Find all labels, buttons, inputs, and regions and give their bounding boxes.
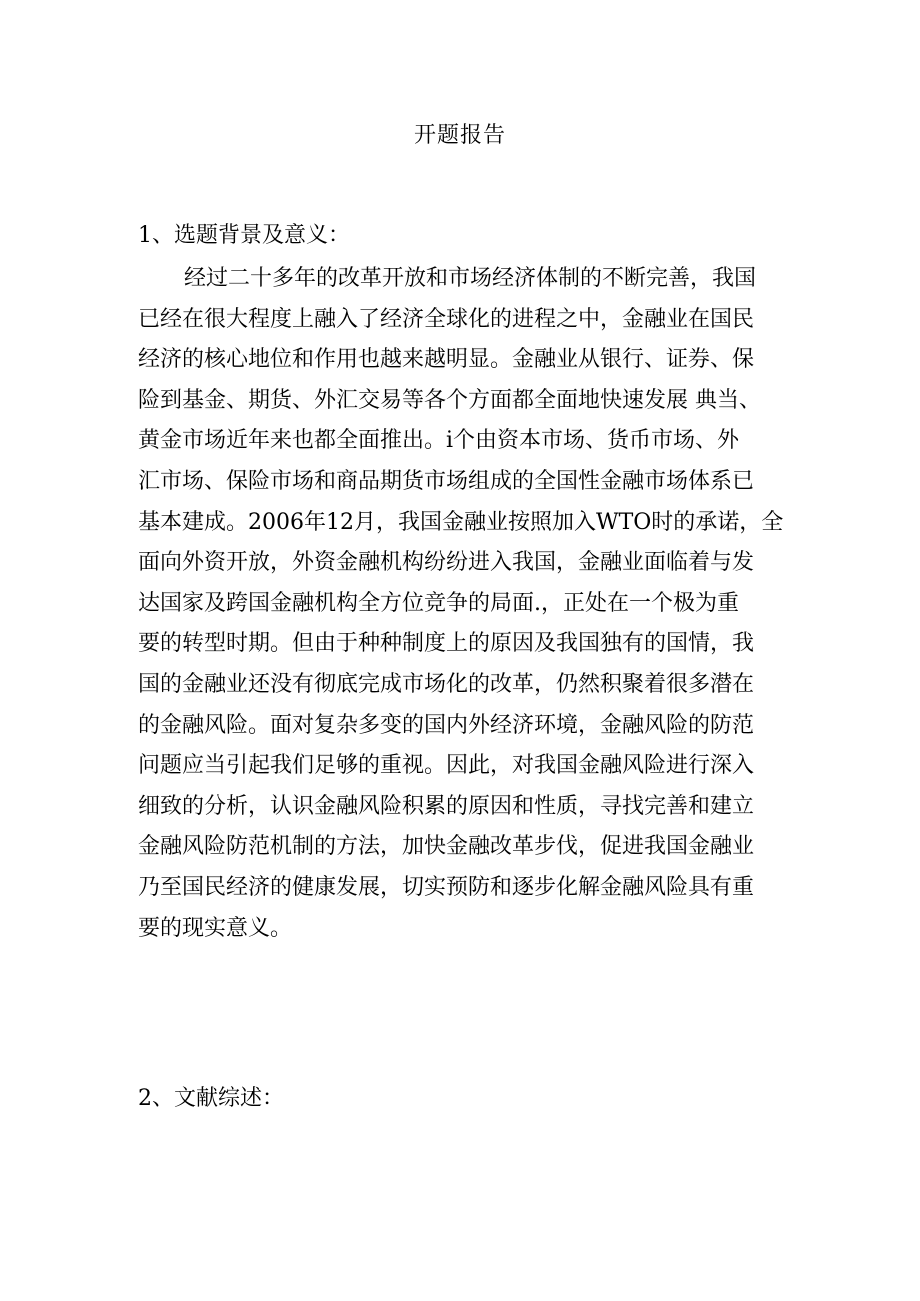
paragraph-line: 的金融风险。面对复杂多变的国内外经济环境，金融风险的防范 xyxy=(138,712,755,738)
paragraph-line: 国的金融业还没有彻底完成市场化的改革，仍然积聚着很多潜在 xyxy=(138,671,755,697)
paragraph-line: 黄金市场近年来也都全面推出。i个由资本市场、货币市场、外 xyxy=(138,428,740,454)
section-heading-literature-review: 2、文献综述： xyxy=(138,1086,284,1111)
paragraph-line: 已经在很大程度上融入了经济全球化的进程之中，金融业在国民 xyxy=(138,306,755,332)
paragraph-line: 基本建成。2006年12月，我国金融业按照加入WTO时的承诺，全 xyxy=(138,509,784,535)
paragraph-line: 经过二十多年的改革开放和市场经济体制的不断完善，我国 xyxy=(184,266,757,291)
paragraph-line: 乃至国民经济的健康发展，切实预防和逐步化解金融风险具有重 xyxy=(138,874,755,900)
paragraph-line: 要的转型时期。但由于种种制度上的原因及我国独有的国情，我 xyxy=(138,631,755,657)
paragraph-line: 细致的分析，认识金融风险积累的原因和性质，寻找完善和建立 xyxy=(138,793,755,819)
paragraph-line: 险到基金、期货、外汇交易等各个方面都全面地快速发展 典当、 xyxy=(138,387,761,413)
section-body-background xyxy=(138,259,790,949)
document-title: 开题报告 xyxy=(413,123,506,148)
paragraph-line: 问题应当引起我们足够的重视。因此，对我国金融风险进行深入 xyxy=(138,753,755,779)
paragraph-line: 达国家及跨国金融机构全方位竞争的局面.，正处在一个极为重 xyxy=(138,590,739,616)
paragraph-line: 要的现实意义。 xyxy=(138,915,293,941)
paragraph-line: 经济的核心地位和作用也越来越明显。金融业从银行、证券、保 xyxy=(138,347,755,373)
section-heading-background: 1、选题背景及意义： xyxy=(138,223,350,248)
paragraph-line: 金融风险防范机制的方法，加快金融改革步伐，促进我国金融业 xyxy=(138,834,755,860)
paragraph-line: 汇市场、保险市场和商品期货市场组成的全国性金融市场体系已 xyxy=(138,468,755,494)
paragraph-line: 面向外资开放，外资金融机构纷纷进入我国，金融业面临着与发 xyxy=(138,550,755,576)
